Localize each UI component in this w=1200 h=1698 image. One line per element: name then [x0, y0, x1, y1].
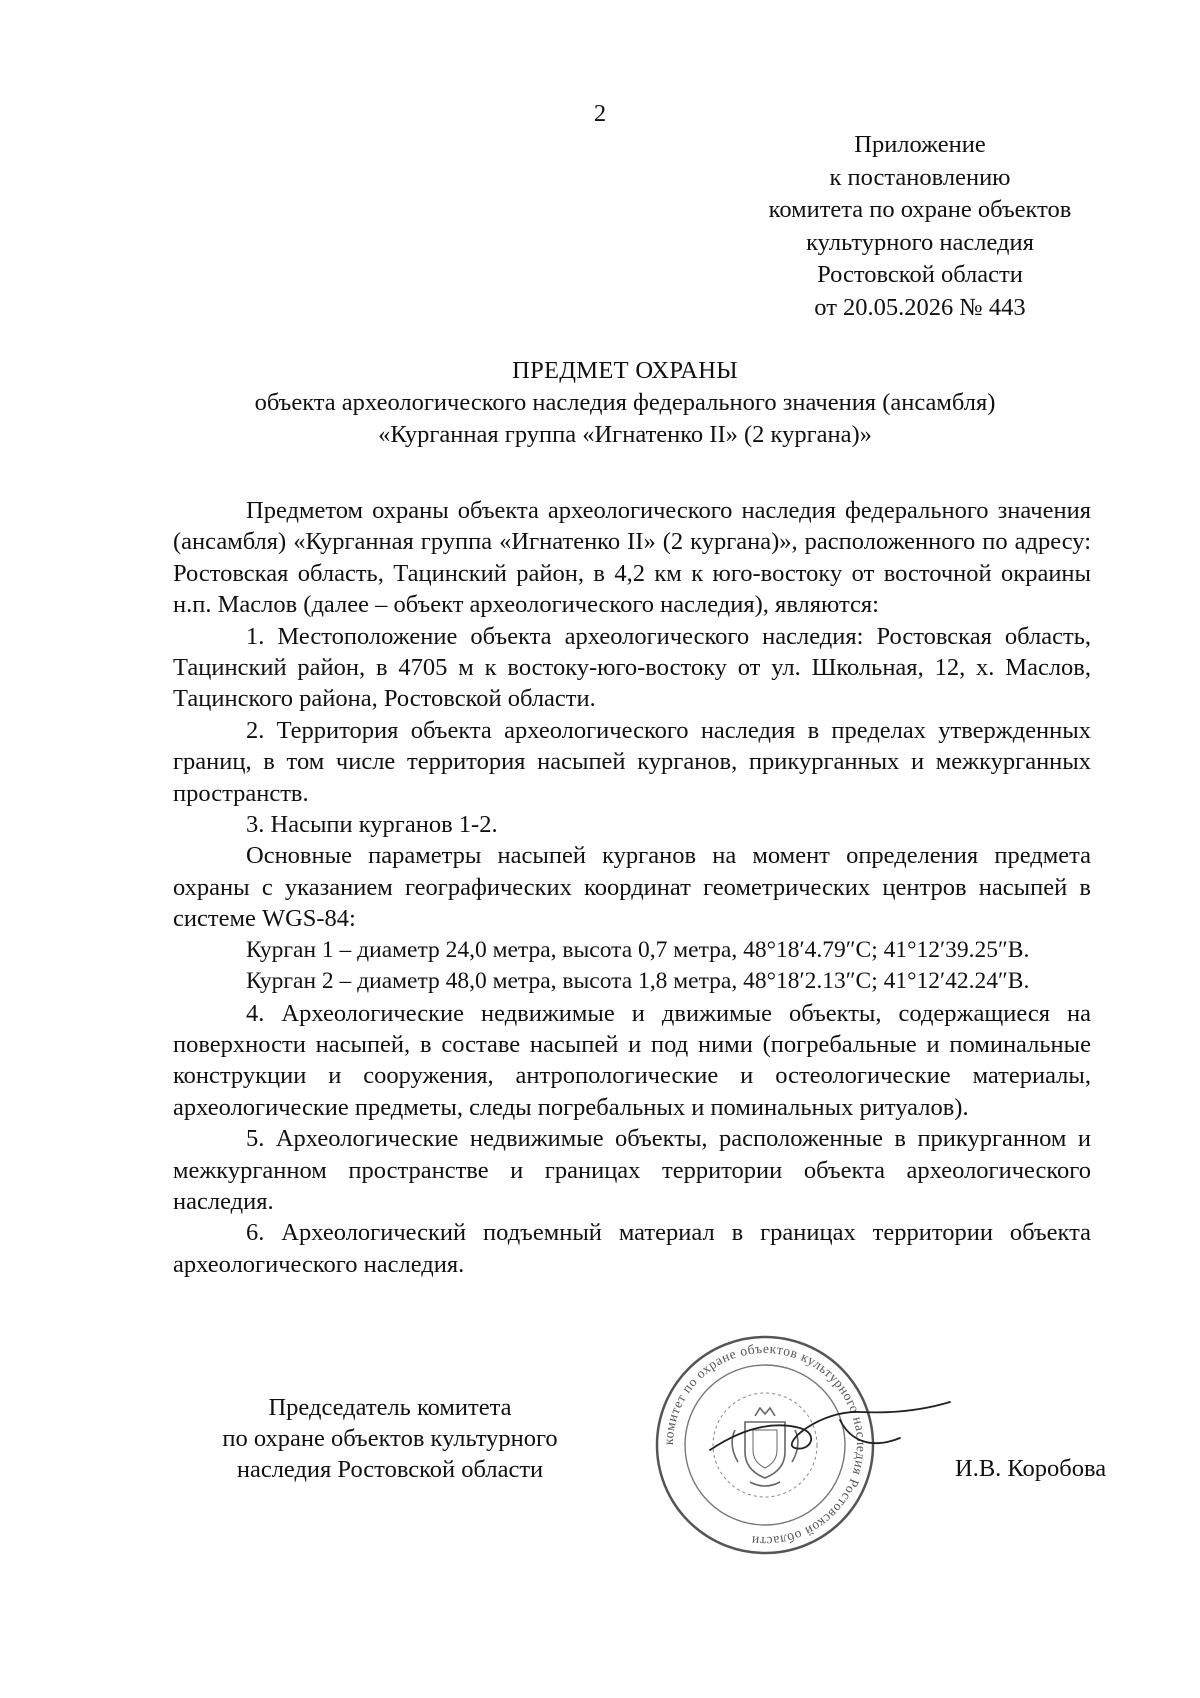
appendix-line: Ростовской области	[817, 261, 1023, 288]
appendix-header	[730, 129, 1110, 324]
document-subtitle: «Курганная группа «Игнатенко II» (2 кургана)»	[378, 421, 872, 448]
signatory-name: И.В. Коробова	[955, 1455, 1107, 1482]
appendix-line: комитета по охране объектов	[768, 196, 1072, 223]
page-number: 2	[593, 100, 607, 127]
signatory-position	[180, 1392, 600, 1485]
body-paragraph: 5. Археологические недвижимые объекты, расположенные в прикурганном и межкурганном пространстве и границах территории объекта археологического наследия.	[173, 1125, 1091, 1215]
signatory-position-line: Председатель комитета	[268, 1394, 512, 1421]
appendix-line: Приложение	[854, 131, 986, 158]
appendix-line: от 20.05.2026 № 443	[814, 293, 1026, 321]
signatory-position-line: по охране объектов культурного	[222, 1425, 558, 1452]
document-subtitle: объекта археологического наследия федерального значения (ансамбля)	[254, 389, 996, 416]
body-paragraph: 1. Местоположение объекта археологического наследия: Ростовская область, Тацинский район, в 4705 м к востоку-юго-востоку от ул. Школьная, 12, х. Маслов, Тацинского района, Ростовской области.	[173, 622, 1091, 713]
seal-ring-text: комитет по охране объектов культурного наследия Ростовской области	[660, 1340, 870, 1550]
appendix-line: к постановлению	[829, 163, 1011, 191]
handwritten-signature	[700, 1390, 960, 1480]
body-paragraph: Предметом охраны объекта археологического наследия федерального значения (ансамбля) «Курганная группа «Игнатенко II» (2 кургана)», расположенного по адресу: Ростовская область, Тацинский район, в 4,2 км к юго-востоку от восточной окраины н.п. Маслов (далее – объект археологического наследия), являются:	[173, 497, 1091, 619]
document-title: ПРЕДМЕТ ОХРАНЫ	[512, 357, 738, 384]
kurgan-2-parameters: Курган 2 – диаметр 48,0 метра, высота 1,8 метра, 48°18′2.13″С; 41°12′42.24″В.	[246, 968, 1030, 995]
kurgan-1-parameters: Курган 1 – диаметр 24,0 метра, высота 0,7 метра, 48°18′4.79″С; 41°12′39.25″В.	[246, 936, 1030, 963]
body-paragraph: 6. Археологический подъемный материал в границах территории объекта археологического наследия.	[173, 1219, 1091, 1278]
body-paragraph: Основные параметры насыпей курганов на момент определения предмета охраны с указанием географических координат геометрических центров насыпей в системе WGS-84:	[173, 842, 1091, 933]
document-heading	[160, 355, 1090, 451]
appendix-line: культурного наследия	[806, 228, 1034, 256]
document-body	[173, 495, 1091, 1280]
body-paragraph: 2. Территория объекта археологического наследия в пределах утвержденных границ, в том числе территория насыпей курганов, прикурганных и межкурганных пространств.	[173, 716, 1091, 807]
body-paragraph: 4. Археологические недвижимые и движимые объекты, содержащиеся на поверхности насыпей, в составе насыпей и под ними (погребальные и поминальные конструкции и сооружения, антропологические и остеологические материалы, археологические предметы, следы погребальных и поминальных ритуалов).	[173, 999, 1091, 1121]
body-paragraph: 3. Насыпи курганов 1-2.	[246, 811, 498, 839]
signatory-position-line: наследия Ростовской области	[236, 1456, 544, 1483]
